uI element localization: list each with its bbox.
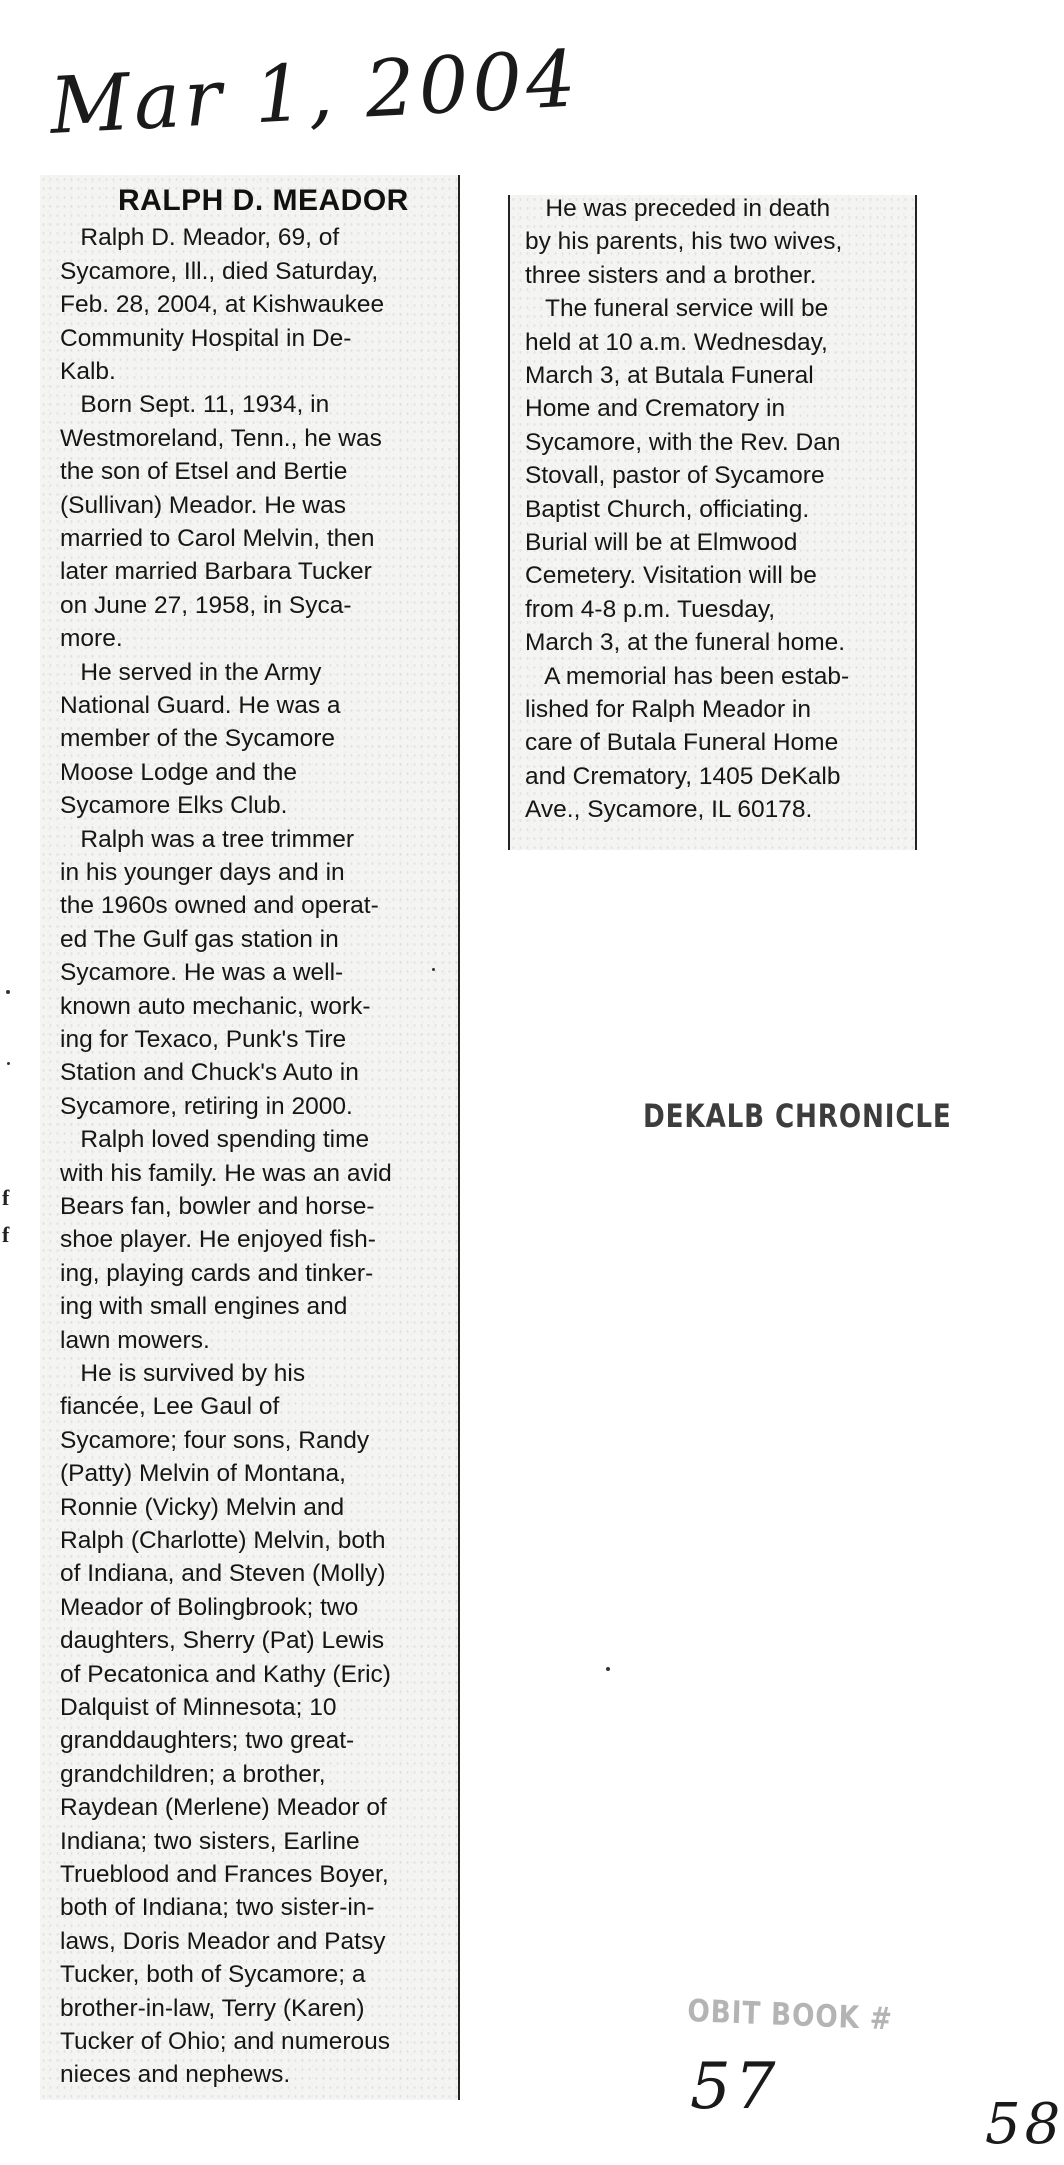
obituary-text-line: Ralph was a tree trimmer xyxy=(60,825,355,853)
obituary-text-line: Indiana; two sisters, Earline xyxy=(60,1827,360,1855)
scan-speck xyxy=(432,968,435,971)
obituary-text-line: Community Hospital in De- xyxy=(60,324,352,352)
obituary-text-line: the son of Etsel and Bertie xyxy=(60,458,348,486)
obituary-text-line: Ronnie (Vicky) Melvin and xyxy=(60,1493,345,1521)
obituary-text-line: Born Sept. 11, 1934, in xyxy=(60,391,330,419)
obituary-text-line: (Patty) Melvin of Montana, xyxy=(60,1460,346,1488)
obituary-text-line: held at 10 a.m. Wednesday, xyxy=(525,328,828,356)
obituary-text-line: shoe player. He enjoyed fish- xyxy=(60,1226,376,1254)
obituary-text-line: nieces and nephews. xyxy=(60,2061,291,2089)
obituary-text-line: Ave., Sycamore, IL 60178. xyxy=(525,796,813,824)
obituary-text-line: Tucker of Ohio; and numerous xyxy=(60,2028,391,2055)
obituary-text-line: Kalb. xyxy=(60,358,116,385)
scan-speck xyxy=(6,990,10,994)
obituary-text-line: granddaughters; two great- xyxy=(60,1727,355,1755)
handwritten-obit-book-number: 57 xyxy=(690,2050,780,2124)
obituary-text-line: Bears fan, bowler and horse- xyxy=(60,1193,375,1220)
obituary-text-line: Feb. 28, 2004, at Kishwaukee xyxy=(60,291,385,319)
obituary-text-line: Raydean (Merlene) Meador of xyxy=(60,1794,387,1822)
obituary-text-line: He was preceded in death xyxy=(525,195,831,222)
scan-speck xyxy=(606,1667,610,1671)
obituary-text-line: Tucker, both of Sycamore; a xyxy=(60,1961,366,1989)
obituary-title: RALPH D. MEADOR xyxy=(118,184,409,217)
obituary-text-line: brother-in-law, Terry (Karen) xyxy=(60,1994,365,2022)
obituary-text-line: care of Butala Funeral Home xyxy=(525,729,839,757)
obituary-text-line: Sycamore. He was a well- xyxy=(60,959,344,987)
obituary-text-line: Station and Chuck's Auto in xyxy=(60,1059,359,1087)
obituary-text-line: Moose Lodge and the xyxy=(60,758,298,786)
obituary-text-line: Ralph loved spending time xyxy=(60,1126,370,1154)
obituary-text-line: Dalquist of Minnesota; 10 xyxy=(60,1694,337,1721)
obituary-text-line: more. xyxy=(60,625,123,653)
edge-mark: f xyxy=(2,1185,10,1210)
obituary-text-line: the 1960s owned and operat- xyxy=(60,892,379,920)
obituary-text-line: three sisters and a brother. xyxy=(525,261,817,289)
scan-speck xyxy=(7,1062,10,1065)
obituary-text-line: Sycamore Elks Club. xyxy=(60,792,288,820)
obituary-text-line: of Indiana, and Steven (Molly) xyxy=(60,1560,386,1588)
obituary-text-line: lawn mowers. xyxy=(60,1326,210,1354)
obituary-text-line: Sycamore, with the Rev. Dan xyxy=(525,428,841,456)
obituary-text-line: Burial will be at Elmwood xyxy=(525,529,798,556)
obituary-text-line: ing for Texaco, Punk's Tire xyxy=(60,1026,347,1053)
obituary-text-line: Cemetery. Visitation will be xyxy=(525,562,817,590)
newspaper-stamp: DEKALB CHRONICLE xyxy=(643,1097,952,1135)
obituary-text-line: both of Indiana; two sister-in- xyxy=(60,1894,375,1922)
obituary-text-line: Sycamore, Ill., died Saturday, xyxy=(60,257,379,285)
obituary-text-line: Meador of Bolingbrook; two xyxy=(60,1593,359,1621)
obituary-text-line: of Pecatonica and Kathy (Eric) xyxy=(60,1660,391,1688)
obituary-text-line: and Crematory, 1405 DeKalb xyxy=(525,762,841,790)
obituary-text-line: March 3, at the funeral home. xyxy=(525,629,846,657)
obituary-text-line: known auto mechanic, work- xyxy=(60,992,371,1020)
obituary-text-line: March 3, at Butala Funeral xyxy=(525,362,814,389)
obituary-text-line: The funeral service will be xyxy=(525,295,829,323)
obituary-text-line: He is survived by his xyxy=(60,1360,306,1387)
obituary-text-line: Stovall, pastor of Sycamore xyxy=(525,462,825,490)
obituary-text-line: Baptist Church, officiating. xyxy=(525,495,810,523)
obituary-text-line: National Guard. He was a xyxy=(60,692,341,719)
obituary-text-line: He served in the Army xyxy=(60,658,322,686)
obituary-text-line: (Sullivan) Meador. He was xyxy=(60,491,346,519)
handwritten-page-number: 58 xyxy=(985,2092,1064,2157)
obituary-text-line: grandchildren; a brother, xyxy=(60,1760,326,1788)
obituary-text-line: Sycamore; four sons, Randy xyxy=(60,1426,370,1454)
obituary-text-line: Sycamore, retiring in 2000. xyxy=(60,1092,353,1120)
obit-book-stamp: OBIT BOOK # xyxy=(686,1993,894,2038)
obituary-text-line: Home and Crematory in xyxy=(525,395,786,423)
obituary-text-line: married to Carol Melvin, then xyxy=(60,525,375,552)
obituary-text-line: with his family. He was an avid xyxy=(60,1159,392,1187)
obituary-text-line: on June 27, 1958, in Syca- xyxy=(60,591,352,619)
obituary-text-line: laws, Doris Meador and Patsy xyxy=(60,1927,386,1955)
obituary-text-line: fiancée, Lee Gaul of xyxy=(60,1393,280,1421)
obituary-text-line: ed The Gulf gas station in xyxy=(60,925,339,953)
obituary-text-line: lished for Ralph Meador in xyxy=(525,696,811,723)
obituary-text-line: Trueblood and Frances Boyer, xyxy=(60,1861,389,1888)
obituary-text-line: Ralph (Charlotte) Melvin, both xyxy=(60,1527,386,1554)
edge-mark: f xyxy=(2,1222,10,1247)
obituary-text-line: ing, playing cards and tinker- xyxy=(60,1259,374,1287)
obituary-text-line: member of the Sycamore xyxy=(60,725,336,753)
obituary-text-line: daughters, Sherry (Pat) Lewis xyxy=(60,1627,385,1655)
obituary-text-line: Ralph D. Meador, 69, of xyxy=(60,224,340,252)
obituary-text-line: by his parents, his two wives, xyxy=(525,228,843,256)
obituary-text-line: ing with small engines and xyxy=(60,1293,348,1321)
handwritten-date: Mar 1, 2004 xyxy=(47,34,582,152)
obituary-text-line: A memorial has been estab- xyxy=(525,662,850,690)
obituary-text-line: Westmoreland, Tenn., he was xyxy=(60,424,382,452)
obituary-text-line: later married Barbara Tucker xyxy=(60,558,372,586)
obituary-text-line: in his younger days and in xyxy=(60,859,345,886)
obituary-text-line: from 4-8 p.m. Tuesday, xyxy=(525,595,776,623)
